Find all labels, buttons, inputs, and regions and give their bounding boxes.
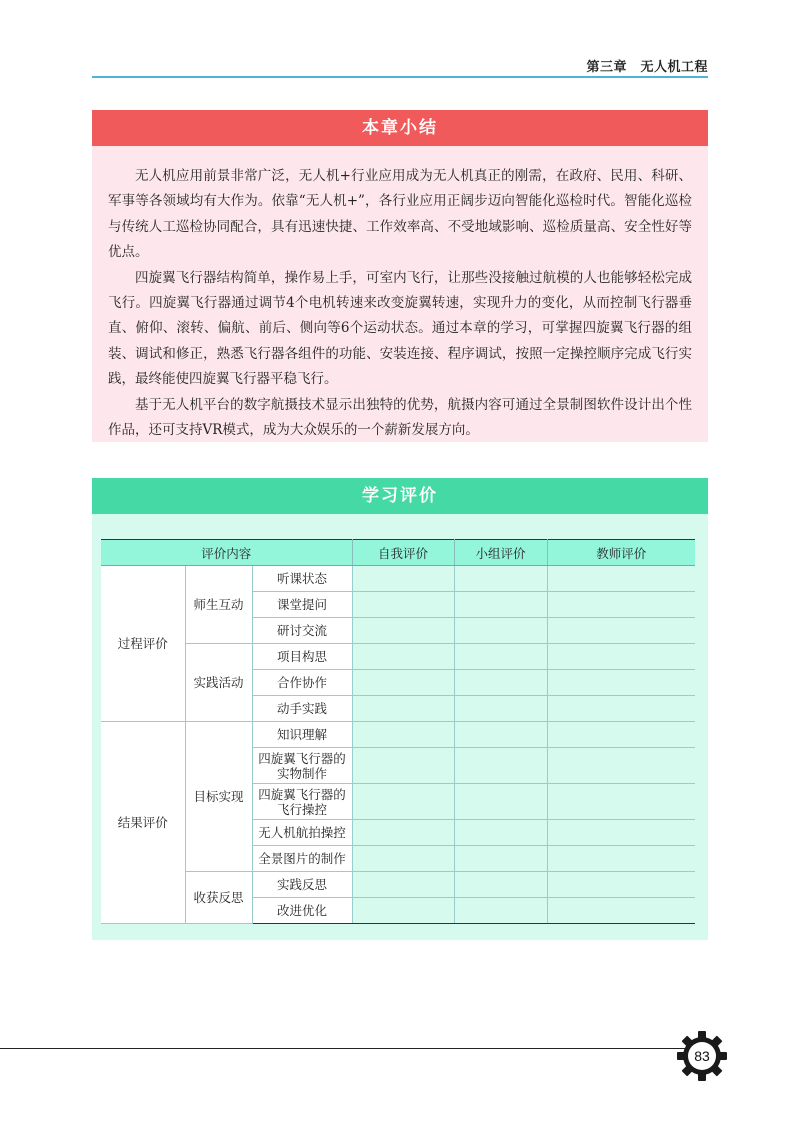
item-cell: 课堂提问	[252, 592, 352, 618]
item-cell: 动手实践	[252, 696, 352, 722]
item-cell: 四旋翼飞行器的实物制作	[252, 748, 352, 784]
group-cell: 师生互动	[185, 566, 252, 644]
teacher-score-cell[interactable]	[547, 784, 695, 820]
table-row	[101, 644, 695, 670]
self-score-cell[interactable]	[352, 670, 454, 696]
teacher-score-cell[interactable]	[547, 670, 695, 696]
group-score-cell[interactable]	[454, 644, 547, 670]
teacher-score-cell[interactable]	[547, 592, 695, 618]
self-score-cell[interactable]	[352, 566, 454, 592]
category-cell: 结果评价	[101, 722, 185, 924]
group-score-cell[interactable]	[454, 696, 547, 722]
item-cell: 项目构思	[252, 644, 352, 670]
self-score-cell[interactable]	[352, 592, 454, 618]
summary-title: 本章小结	[92, 110, 708, 146]
self-score-cell[interactable]	[352, 748, 454, 784]
table-row	[101, 872, 695, 898]
table-row	[101, 566, 695, 592]
evaluation-panel	[92, 514, 708, 940]
self-score-cell[interactable]	[352, 846, 454, 872]
group-score-cell[interactable]	[454, 618, 547, 644]
table-row	[101, 722, 695, 748]
self-score-cell[interactable]	[352, 722, 454, 748]
item-cell: 全景图片的制作	[252, 846, 352, 872]
self-score-cell[interactable]	[352, 696, 454, 722]
self-score-cell[interactable]	[352, 644, 454, 670]
group-score-cell[interactable]	[454, 748, 547, 784]
group-score-cell[interactable]	[454, 872, 547, 898]
group-score-cell[interactable]	[454, 784, 547, 820]
category-cell: 过程评价	[101, 566, 185, 722]
teacher-score-cell[interactable]	[547, 748, 695, 784]
table-header-row	[101, 540, 695, 566]
header-rule	[92, 76, 708, 78]
footer-rule	[0, 1048, 690, 1049]
group-score-cell[interactable]	[454, 592, 547, 618]
self-score-cell[interactable]	[352, 898, 454, 924]
group-score-cell[interactable]	[454, 670, 547, 696]
evaluation-title: 学习评价	[92, 478, 708, 514]
self-score-cell[interactable]	[352, 872, 454, 898]
item-cell: 改进优化	[252, 898, 352, 924]
column-header: 评价内容	[101, 540, 352, 566]
group-cell: 收获反思	[185, 872, 252, 924]
item-cell: 研讨交流	[252, 618, 352, 644]
teacher-score-cell[interactable]	[547, 898, 695, 924]
item-cell: 无人机航拍操控	[252, 820, 352, 846]
column-header: 小组评价	[454, 540, 547, 566]
summary-paragraph: 无人机应用前景非常广泛，无人机+行业应用成为无人机真正的刚需，在政府、民用、科研、军事等各领域均有大作为。依靠“无人机+”，各行业应用正阔步迈向智能化巡检时代。智能化巡检与传统人工巡检协同配合，具有迅速快捷、工作效率高、不受地域影响、巡检质量高、安全性好等优点。	[108, 168, 692, 261]
item-cell: 听课状态	[252, 566, 352, 592]
self-score-cell[interactable]	[352, 820, 454, 846]
teacher-score-cell[interactable]	[547, 820, 695, 846]
chapter-title: 第三章 无人机工程	[586, 60, 708, 75]
self-score-cell[interactable]	[352, 784, 454, 820]
teacher-score-cell[interactable]	[547, 846, 695, 872]
page-number: 83	[694, 1048, 710, 1064]
teacher-score-cell[interactable]	[547, 872, 695, 898]
column-header: 教师评价	[547, 540, 695, 566]
evaluation-table	[101, 539, 695, 924]
item-cell: 合作协作	[252, 670, 352, 696]
teacher-score-cell[interactable]	[547, 644, 695, 670]
group-score-cell[interactable]	[454, 898, 547, 924]
group-score-cell[interactable]	[454, 566, 547, 592]
column-header: 自我评价	[352, 540, 454, 566]
teacher-score-cell[interactable]	[547, 722, 695, 748]
item-cell: 知识理解	[252, 722, 352, 748]
teacher-score-cell[interactable]	[547, 696, 695, 722]
self-score-cell[interactable]	[352, 618, 454, 644]
summary-paragraph: 四旋翼飞行器结构简单，操作易上手，可室内飞行，让那些没接触过航模的人也能够轻松完成飞行。四旋翼飞行器通过调节4个电机转速来改变旋翼转速，实现升力的变化，从而控制飞行器垂直、俯仰、滚转、偏航、前后、侧向等6个运动状态。通过本章的学习，可掌握四旋翼飞行器的组装、调试和修正，熟悉飞行器各组件的功能、安装连接、程序调试，按照一定操控顺序完成飞行实践，最终能使四旋翼飞行器平稳飞行。	[108, 269, 692, 388]
summary-body	[92, 146, 708, 442]
item-cell: 四旋翼飞行器的飞行操控	[252, 784, 352, 820]
item-cell: 实践反思	[252, 872, 352, 898]
group-cell: 目标实现	[185, 722, 252, 872]
teacher-score-cell[interactable]	[547, 618, 695, 644]
group-cell: 实践活动	[185, 644, 252, 722]
teacher-score-cell[interactable]	[547, 566, 695, 592]
group-score-cell[interactable]	[454, 722, 547, 748]
group-score-cell[interactable]	[454, 820, 547, 846]
group-score-cell[interactable]	[454, 846, 547, 872]
summary-paragraph: 基于无人机平台的数字航摄技术显示出独特的优势，航摄内容可通过全景制图软件设计出个性作品，还可支持VR模式，成为大众娱乐的一个薪新发展方向。	[108, 396, 692, 439]
